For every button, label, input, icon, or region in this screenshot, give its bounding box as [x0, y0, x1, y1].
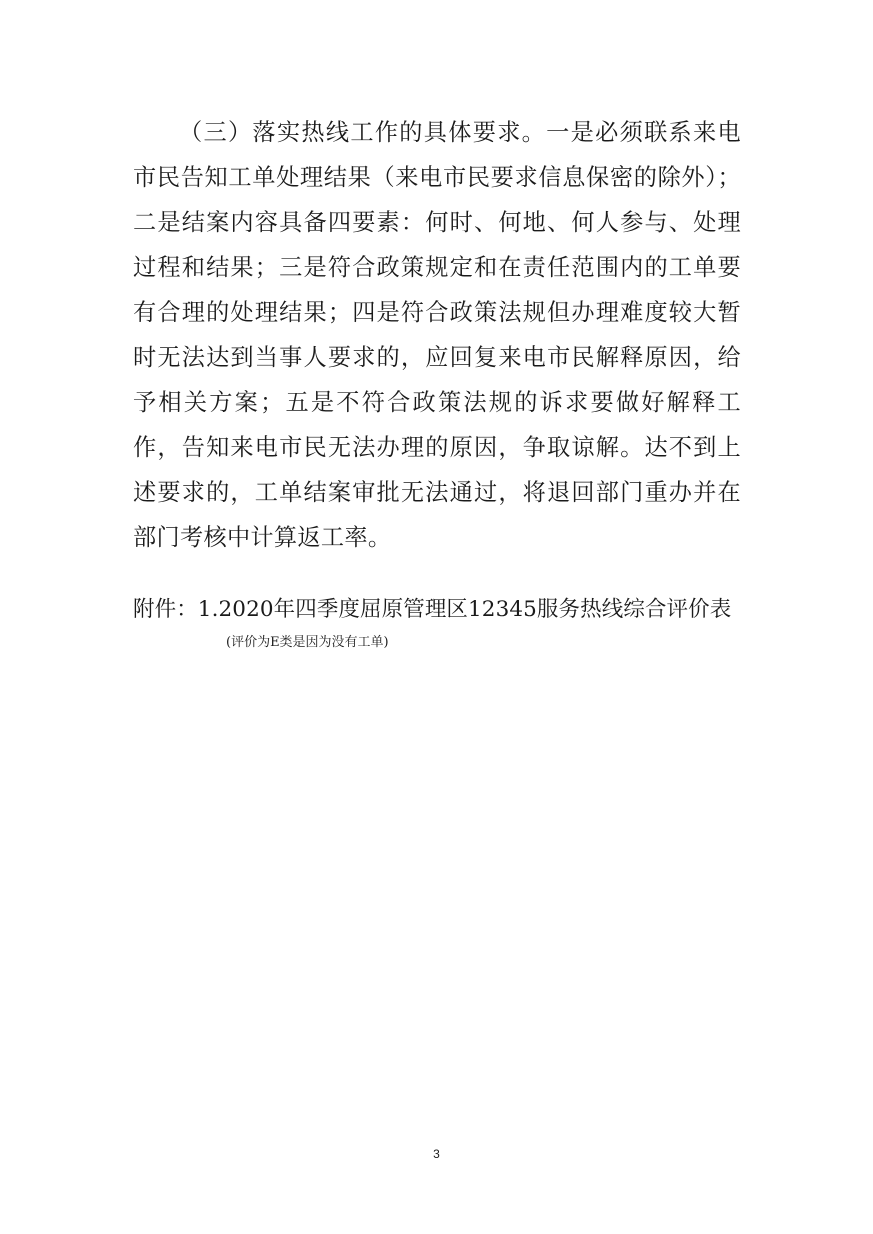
attachment-note: (评价为E类是因为没有工单) — [226, 635, 389, 650]
body-paragraph: （三）落实热线工作的具体要求。一是必须联系来电市民告知工单处理结果（来电市民要求信息保密的除外）；二是结案内容具备四要素：何时、何地、何人参与、处理过程和结果；三是符合政策规定和在责任范围内的工单要有合理的处理结果；四是符合政策法规但办理难度较大暂时无法达到当事人要求的，应回复来电市民解释原因，给予相关方案；五是不符合政策法规的诉求要做好解释工作，告知来电市民无法办理的原因，争取谅解。达不到上述要求的，工单结案审批无法通过，将退回部门重办并在部门考核中计算返工率。 — [133, 119, 741, 551]
page-number: 3 — [433, 1147, 440, 1161]
attachment-line: 附件：1.2020年四季度屈原管理区12345服务热线综合评价表 — [133, 597, 732, 622]
